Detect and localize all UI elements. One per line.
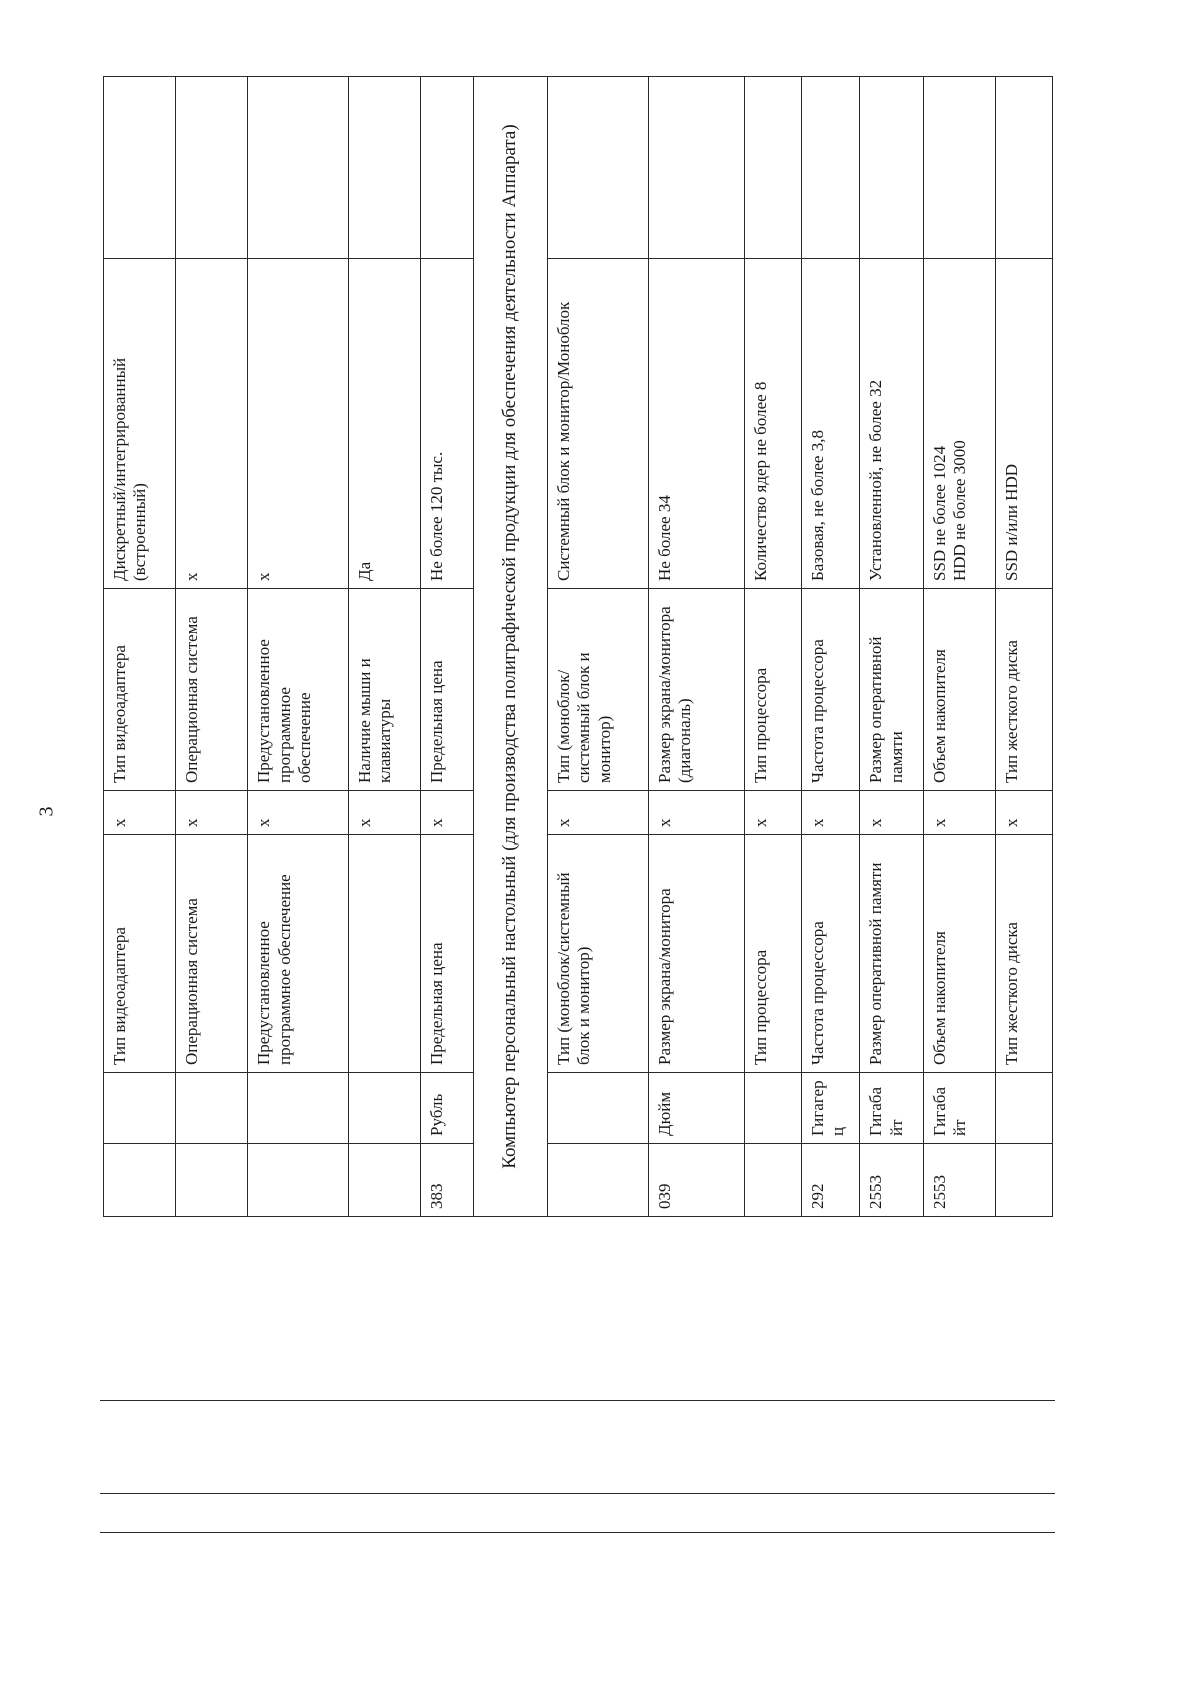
value-cell: Не более 34 bbox=[648, 259, 744, 589]
value-cell: Количество ядер не более 8 bbox=[744, 259, 801, 589]
unit-cell bbox=[996, 1073, 1053, 1144]
value-cell: x bbox=[176, 791, 248, 835]
extra-cell bbox=[648, 77, 744, 259]
signature-line bbox=[100, 1532, 1055, 1533]
unit-cell bbox=[176, 1073, 248, 1144]
table-row bbox=[248, 77, 349, 1217]
table-row bbox=[348, 77, 420, 1217]
table-row bbox=[744, 77, 801, 1217]
code-cell bbox=[996, 1144, 1053, 1217]
characteristic-cell: Размер экрана/монитора (диагональ) bbox=[648, 589, 744, 791]
value-cell: x bbox=[923, 791, 995, 835]
extra-cell bbox=[923, 77, 995, 259]
code-cell bbox=[248, 1144, 349, 1217]
code-cell: 2553 bbox=[860, 1144, 923, 1217]
characteristic-cell: Тип (моноблок/системный блок и монитор) bbox=[547, 835, 648, 1073]
extra-cell bbox=[996, 77, 1053, 259]
value-cell: x bbox=[248, 791, 349, 835]
table-row bbox=[104, 77, 176, 1217]
extra-cell bbox=[348, 77, 420, 259]
characteristic-cell: Тип жесткого диска bbox=[996, 589, 1053, 791]
value-cell: x bbox=[648, 791, 744, 835]
code-cell bbox=[547, 1144, 648, 1217]
value-cell: x bbox=[860, 791, 923, 835]
table-row bbox=[648, 77, 744, 1217]
characteristic-cell: Размер экрана/монитора bbox=[648, 835, 744, 1073]
characteristic-cell: Тип видеоадаптера bbox=[104, 835, 176, 1073]
table-row bbox=[923, 77, 995, 1217]
value-cell: SSD не более 1024 HDD не более 3000 bbox=[923, 259, 995, 589]
unit-cell: Дюйм bbox=[648, 1073, 744, 1144]
characteristic-cell: Тип (моноблок/системный блок и монитор) bbox=[547, 589, 648, 791]
characteristic-cell: Частота процессора bbox=[801, 835, 860, 1073]
characteristic-cell bbox=[348, 835, 420, 1073]
extra-cell bbox=[860, 77, 923, 259]
characteristic-cell: Операционная система bbox=[176, 589, 248, 791]
unit-cell: Гигагерц bbox=[801, 1073, 860, 1144]
rotated-table-wrapper bbox=[103, 77, 1053, 1217]
section-title: Компьютер персональный настольный (для производства полиграфической продукции для обеспечения деятельности Аппарата) bbox=[473, 77, 547, 1217]
extra-cell bbox=[801, 77, 860, 259]
characteristic-cell: Наличие мыши и клавиатуры bbox=[348, 589, 420, 791]
section-row bbox=[473, 77, 547, 1217]
code-cell: 2553 bbox=[923, 1144, 995, 1217]
characteristic-cell: Тип видеоадаптера bbox=[104, 589, 176, 791]
code-cell: 039 bbox=[648, 1144, 744, 1217]
value-cell: Да bbox=[348, 259, 420, 589]
characteristic-cell: Тип процессора bbox=[744, 835, 801, 1073]
value-cell: Не более 120 тыс. bbox=[421, 259, 473, 589]
value-cell: Базовая, не более 3,8 bbox=[801, 259, 860, 589]
characteristic-cell: Размер оперативной памяти bbox=[860, 835, 923, 1073]
extra-cell bbox=[248, 77, 349, 259]
unit-cell: Гигабайт bbox=[860, 1073, 923, 1144]
unit-cell bbox=[348, 1073, 420, 1144]
unit-cell: Гигабайт bbox=[923, 1073, 995, 1144]
value-cell: x bbox=[744, 791, 801, 835]
table-row bbox=[176, 77, 248, 1217]
table-row bbox=[421, 77, 473, 1217]
code-cell: 292 bbox=[801, 1144, 860, 1217]
unit-cell bbox=[547, 1073, 648, 1144]
value-cell: x bbox=[176, 259, 248, 589]
value-cell: Установленной, не более 32 bbox=[860, 259, 923, 589]
extra-cell bbox=[421, 77, 473, 259]
unit-cell bbox=[248, 1073, 349, 1144]
table-row bbox=[996, 77, 1053, 1217]
extra-cell bbox=[104, 77, 176, 259]
characteristic-cell: Тип жесткого диска bbox=[996, 835, 1053, 1073]
code-cell: 383 bbox=[421, 1144, 473, 1217]
value-cell: Системный блок и монитор/Моноблок bbox=[547, 259, 648, 589]
value-cell: x bbox=[348, 791, 420, 835]
page-number: 3 bbox=[35, 806, 58, 817]
characteristic-cell: Предустановленное программное обеспечение bbox=[248, 835, 349, 1073]
code-cell bbox=[744, 1144, 801, 1217]
extra-cell bbox=[744, 77, 801, 259]
extra-cell bbox=[176, 77, 248, 259]
value-cell: Дискретный/интегрированный (встроенный) bbox=[104, 259, 176, 589]
value-cell: x bbox=[421, 791, 473, 835]
table-row bbox=[801, 77, 860, 1217]
unit-cell bbox=[104, 1073, 176, 1144]
value-cell: SSD и/или HDD bbox=[996, 259, 1053, 589]
characteristic-cell: Предельная цена bbox=[421, 835, 473, 1073]
characteristic-cell: Операционная система bbox=[176, 835, 248, 1073]
code-cell bbox=[348, 1144, 420, 1217]
table-row bbox=[860, 77, 923, 1217]
unit-cell bbox=[744, 1073, 801, 1144]
code-cell bbox=[176, 1144, 248, 1217]
table-row bbox=[547, 77, 648, 1217]
value-cell: x bbox=[801, 791, 860, 835]
unit-cell: Рубль bbox=[421, 1073, 473, 1144]
signature-line bbox=[100, 1400, 1055, 1401]
characteristic-cell: Объем накопителя bbox=[923, 835, 995, 1073]
characteristic-cell: Частота процессора bbox=[801, 589, 860, 791]
value-cell: x bbox=[547, 791, 648, 835]
characteristic-cell: Предельная цена bbox=[421, 589, 473, 791]
extra-cell bbox=[547, 77, 648, 259]
characteristic-cell: Тип процессора bbox=[744, 589, 801, 791]
characteristic-cell: Размер оперативной памяти bbox=[860, 589, 923, 791]
characteristic-cell: Объем накопителя bbox=[923, 589, 995, 791]
code-cell bbox=[104, 1144, 176, 1217]
value-cell: x bbox=[248, 259, 349, 589]
spec-table bbox=[103, 76, 1053, 1217]
value-cell: x bbox=[104, 791, 176, 835]
value-cell: x bbox=[996, 791, 1053, 835]
characteristic-cell: Предустановленное программное обеспечение bbox=[248, 589, 349, 791]
signature-line bbox=[100, 1493, 1055, 1494]
